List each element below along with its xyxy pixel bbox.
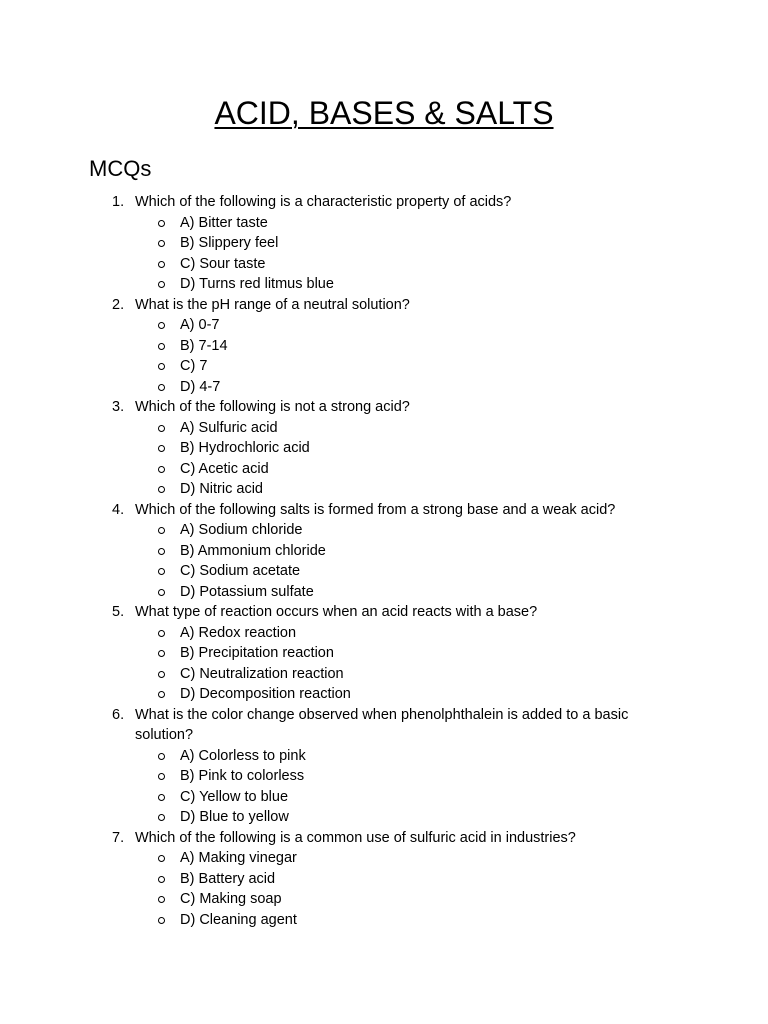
question-text: Which of the following is a characteristic property of acids? [135, 194, 512, 210]
question-number: 2. [112, 296, 125, 313]
hollow-bullet-icon [158, 650, 165, 657]
hollow-bullet-icon [158, 773, 165, 780]
option-text: A) Sodium chloride [180, 522, 303, 538]
hollow-bullet-icon [158, 568, 165, 575]
hollow-bullet-icon [158, 261, 165, 268]
hollow-bullet-icon [158, 220, 165, 227]
option-text: C) 7 [180, 358, 208, 374]
option-text: C) Neutralization reaction [180, 665, 344, 682]
option-list [0, 418, 768, 500]
section-heading: MCQs [89, 156, 152, 181]
question-number: 4. [112, 501, 125, 518]
option-text: C) Sodium acetate [180, 563, 301, 579]
option-item [0, 213, 768, 234]
option-text: A) 0-7 [180, 317, 220, 333]
option-text: D) Turns red litmus blue [180, 276, 334, 292]
hollow-bullet-icon [158, 896, 165, 903]
option-item [0, 766, 768, 787]
option-item [0, 438, 768, 459]
option-item [0, 418, 768, 439]
question-item [0, 602, 768, 705]
option-text: C) Making soap [180, 891, 282, 907]
hollow-bullet-icon [158, 240, 165, 247]
hollow-bullet-icon [158, 425, 165, 432]
option-text: C) Sour taste [180, 255, 266, 272]
option-item [0, 356, 768, 377]
option-item [0, 459, 768, 480]
option-text: A) Sulfuric acid [180, 419, 278, 436]
option-text: D) Potassium sulfate [180, 583, 314, 600]
option-item [0, 848, 768, 869]
question-number: 5. [112, 604, 125, 620]
option-list [0, 746, 768, 828]
hollow-bullet-icon [158, 876, 165, 883]
option-list [0, 848, 768, 930]
question-item [0, 192, 768, 295]
option-text: B) Precipitation reaction [180, 645, 334, 661]
hollow-bullet-icon [158, 363, 165, 370]
option-item [0, 561, 768, 582]
hollow-bullet-icon [158, 814, 165, 821]
hollow-bullet-icon [158, 753, 165, 760]
hollow-bullet-icon [158, 794, 165, 801]
option-text: D) Decomposition reaction [180, 686, 351, 702]
hollow-bullet-icon [158, 445, 165, 452]
hollow-bullet-icon [158, 548, 165, 555]
option-list [0, 623, 768, 705]
option-text: B) Hydrochloric acid [180, 440, 310, 456]
document-title: ACID, BASES & SALTS [214, 95, 554, 131]
option-item [0, 643, 768, 664]
question-number: 3. [112, 399, 125, 415]
question-text: Which of the following salts is formed from a strong base and a weak acid? [135, 501, 616, 518]
hollow-bullet-icon [158, 527, 165, 534]
hollow-bullet-icon [158, 322, 165, 329]
option-item [0, 623, 768, 644]
option-text: D) Blue to yellow [180, 809, 289, 825]
option-item [0, 807, 768, 828]
option-item [0, 479, 768, 500]
option-item [0, 541, 768, 562]
option-list [0, 520, 768, 602]
hollow-bullet-icon [158, 855, 165, 862]
option-text: B) 7-14 [180, 337, 228, 354]
option-item [0, 233, 768, 254]
option-item [0, 377, 768, 398]
question-item [0, 397, 768, 500]
question-text: Which of the following is a common use of sulfuric acid in industries? [135, 829, 576, 846]
option-text: C) Yellow to blue [180, 788, 289, 805]
question-text: What is the pH range of a neutral solution? [135, 296, 410, 313]
option-text: B) Battery acid [180, 870, 276, 887]
question-item [0, 828, 768, 931]
hollow-bullet-icon [158, 917, 165, 924]
question-number: 1. [112, 194, 125, 210]
option-item [0, 254, 768, 275]
option-text: B) Pink to colorless [180, 768, 305, 784]
option-item [0, 684, 768, 705]
option-text: D) Cleaning agent [180, 911, 297, 928]
question-item [0, 705, 768, 828]
hollow-bullet-icon [158, 671, 165, 678]
option-text: D) 4-7 [180, 378, 221, 395]
option-item [0, 582, 768, 603]
option-item [0, 787, 768, 808]
option-text: A) Making vinegar [180, 850, 297, 866]
option-text: B) Slippery feel [180, 235, 279, 251]
option-item [0, 910, 768, 931]
question-number: 6. [112, 706, 125, 723]
question-text: What is the color change observed when phenolphthalein is added to a basic solution? [135, 706, 629, 743]
option-item [0, 274, 768, 295]
question-number: 7. [112, 829, 125, 846]
option-item [0, 869, 768, 890]
hollow-bullet-icon [158, 384, 165, 391]
question-list [0, 192, 768, 930]
option-text: A) Bitter taste [180, 214, 268, 231]
option-text: A) Redox reaction [180, 624, 297, 641]
question-text: Which of the following is not a strong acid? [135, 399, 410, 415]
hollow-bullet-icon [158, 630, 165, 637]
option-text: A) Colorless to pink [180, 747, 306, 764]
hollow-bullet-icon [158, 486, 165, 493]
option-item [0, 746, 768, 767]
question-item [0, 295, 768, 398]
hollow-bullet-icon [158, 281, 165, 288]
option-item [0, 664, 768, 685]
question-text: What type of reaction occurs when an acid reacts with a base? [135, 604, 538, 620]
option-item [0, 520, 768, 541]
option-text: C) Acetic acid [180, 460, 269, 477]
option-text: D) Nitric acid [180, 481, 263, 497]
option-item [0, 315, 768, 336]
option-item [0, 336, 768, 357]
hollow-bullet-icon [158, 466, 165, 473]
option-list [0, 315, 768, 397]
hollow-bullet-icon [158, 691, 165, 698]
question-item [0, 500, 768, 603]
option-list [0, 213, 768, 295]
hollow-bullet-icon [158, 589, 165, 596]
hollow-bullet-icon [158, 343, 165, 350]
option-text: B) Ammonium chloride [180, 542, 326, 559]
option-item [0, 889, 768, 910]
